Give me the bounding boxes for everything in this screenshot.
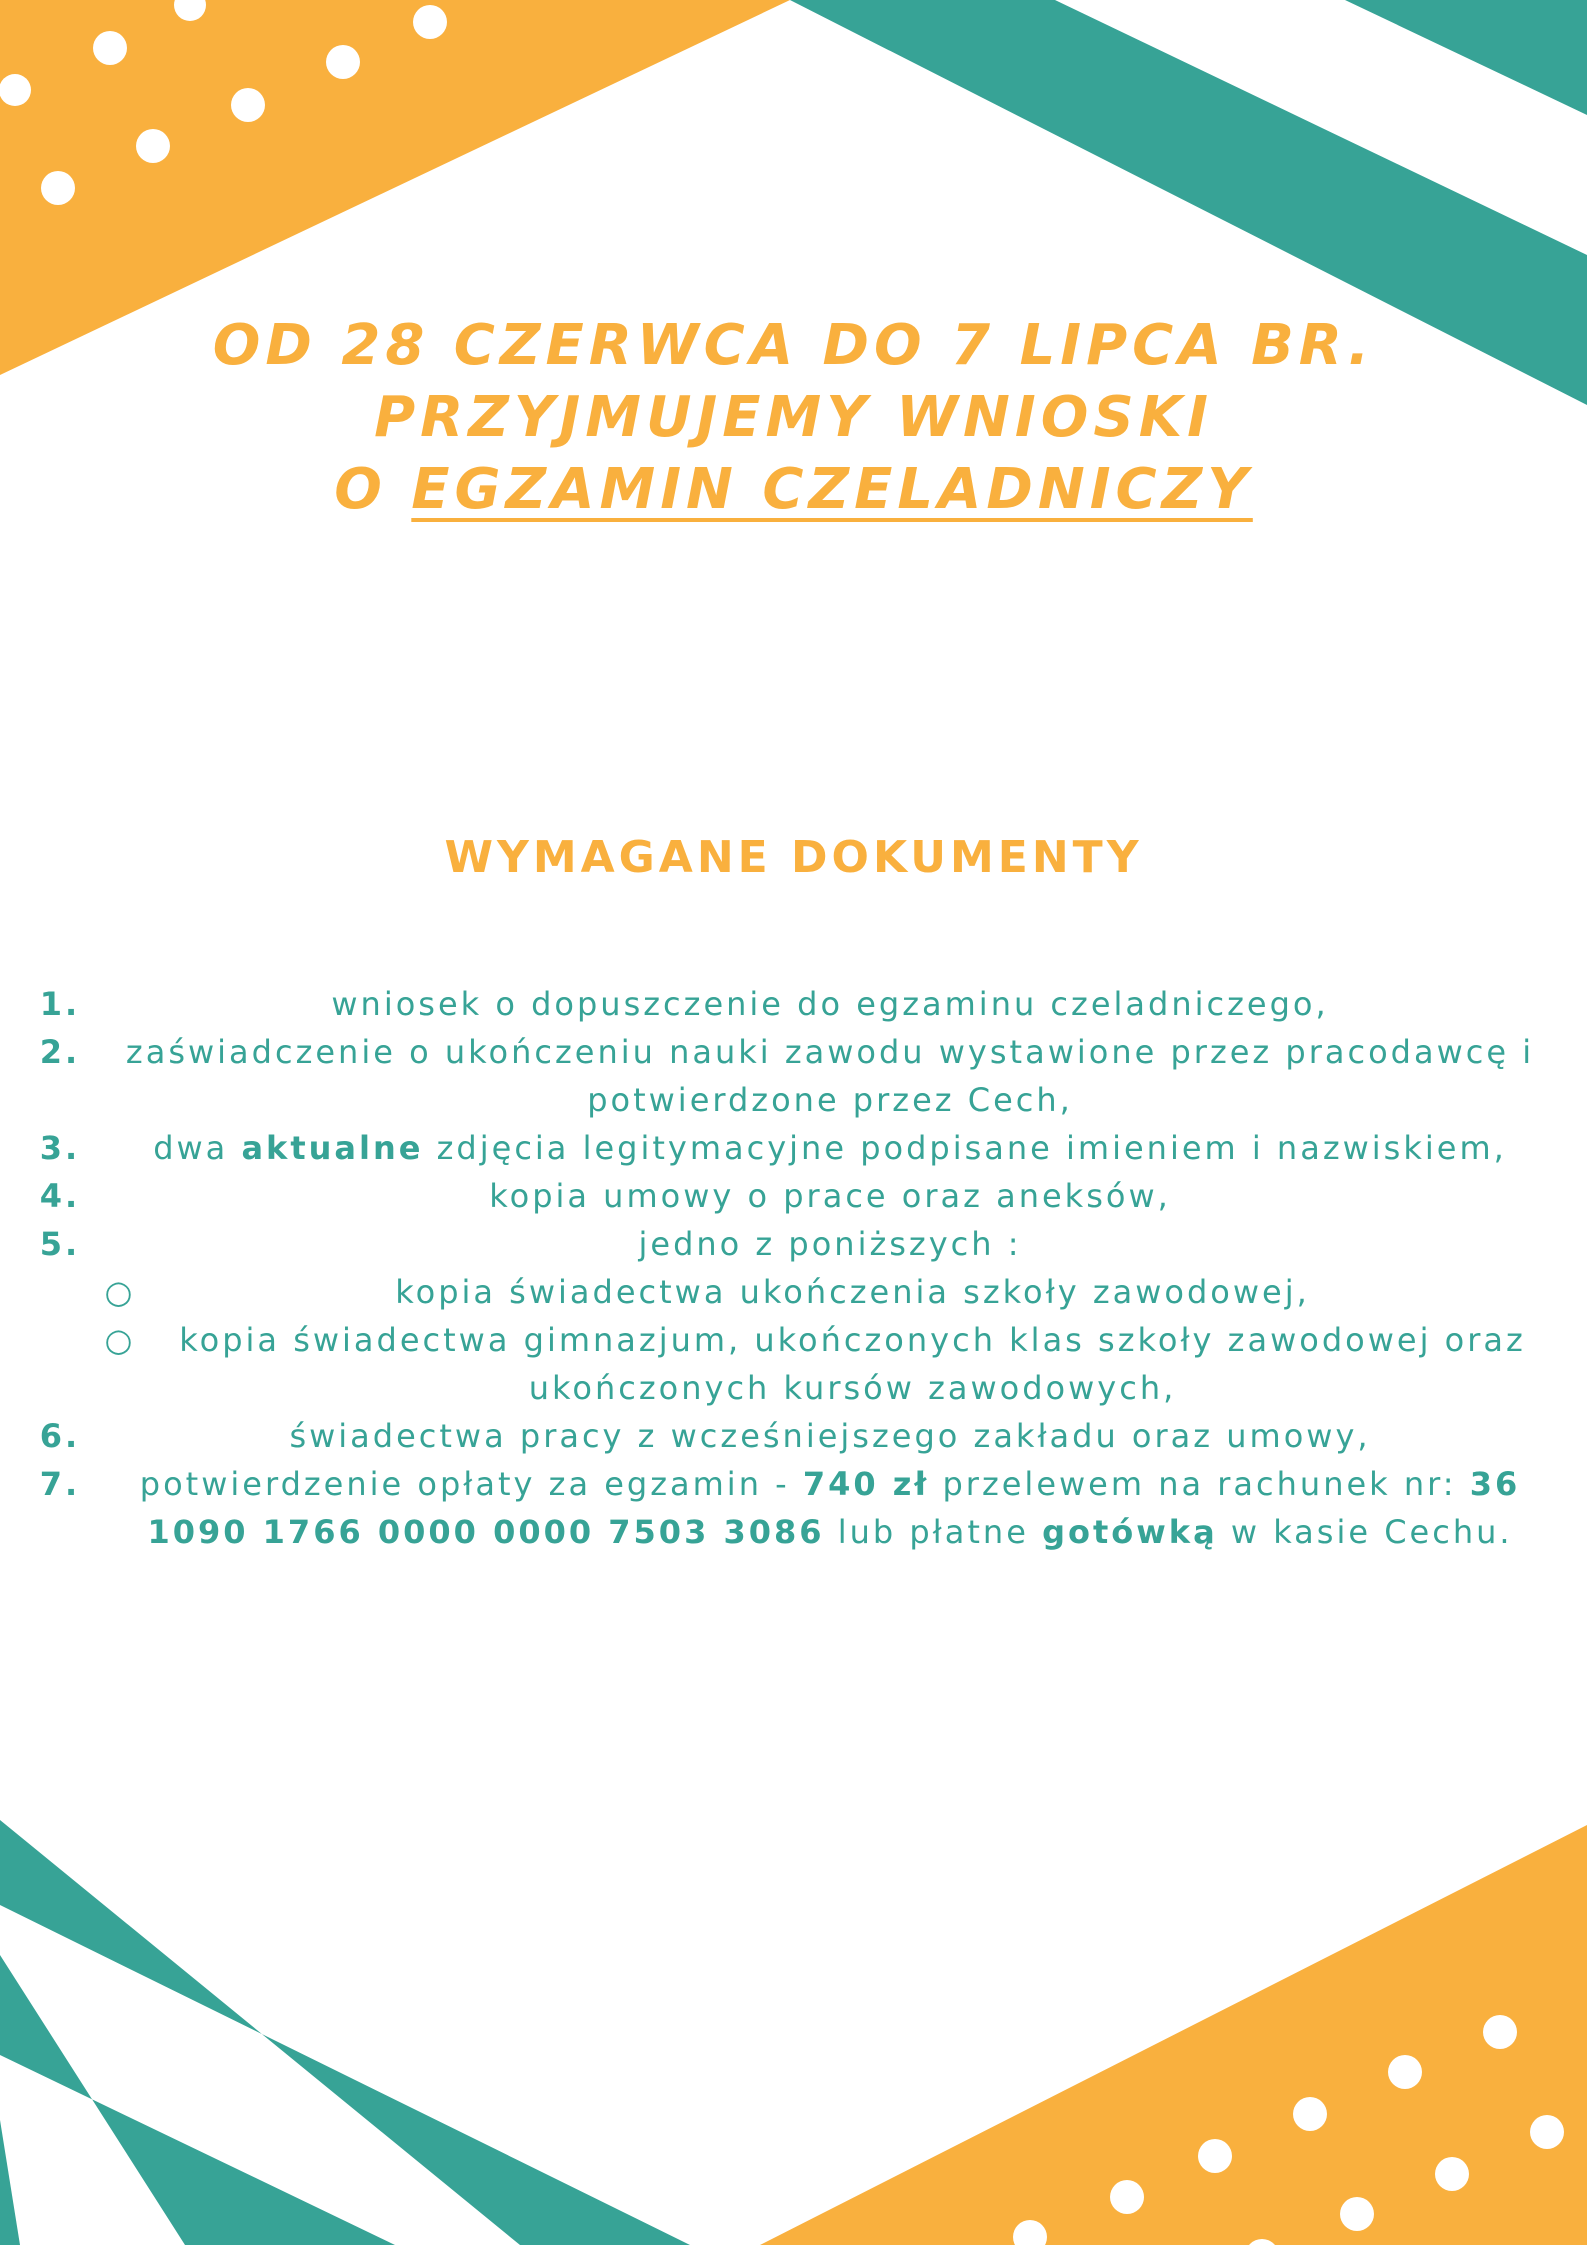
list-marker: 7. bbox=[39, 1465, 81, 1503]
text-part: dwa bbox=[153, 1129, 242, 1167]
text-part: w kasie Cechu. bbox=[1217, 1513, 1513, 1551]
list-item-text bbox=[100, 1460, 1560, 1556]
list-item-text: kopia umowy o prace oraz aneksów, bbox=[489, 1177, 1171, 1215]
list-item-text: kopia świadectwa ukończenia szkoły zawodowej, bbox=[395, 1273, 1310, 1311]
list-item bbox=[30, 1220, 1560, 1268]
list-item bbox=[30, 1124, 1560, 1172]
fee-amount: 740 zł bbox=[802, 1465, 930, 1503]
list-item-text: jedno z poniższych : bbox=[638, 1225, 1022, 1263]
list-marker: 4. bbox=[39, 1177, 81, 1215]
list-marker: 6. bbox=[39, 1417, 81, 1455]
bank-account-number: 36 1090 1766 0000 0000 7503 3086 bbox=[147, 1465, 1521, 1551]
list-item-text: świadectwa pracy z wcześniejszego zakładu oraz umowy, bbox=[289, 1417, 1371, 1455]
headline-line-3-prefix: O bbox=[334, 457, 412, 522]
list-marker: 3. bbox=[39, 1129, 81, 1167]
headline-line-2: PRZYJMUJEMY WNIOSKI bbox=[374, 385, 1213, 450]
list-item bbox=[30, 1460, 1560, 1556]
sub-list-item bbox=[30, 1268, 1560, 1316]
text-part: przelewem na rachunek nr: bbox=[929, 1465, 1470, 1503]
section-title: WYMAGANE DOKUMENTY bbox=[444, 832, 1143, 883]
list-item bbox=[30, 1172, 1560, 1220]
headline-exam-name: EGZAMIN CZELADNICZY bbox=[411, 457, 1253, 522]
sub-list-item bbox=[30, 1316, 1560, 1412]
list-item-text: wniosek o dopuszczenie do egzaminu czeladniczego, bbox=[331, 985, 1329, 1023]
text-part: lub płatne bbox=[824, 1513, 1043, 1551]
list-item bbox=[30, 980, 1560, 1028]
headline-line-3 bbox=[100, 454, 1487, 526]
list-marker: 5. bbox=[39, 1225, 81, 1263]
circle-bullet-icon: ○ bbox=[104, 1273, 136, 1311]
list-item-text: zaświadczenie o ukończeniu nauki zawodu wystawione przez pracodawcę i potwierdzone przez Cech, bbox=[125, 1033, 1535, 1119]
text-part: potwierdzenie opłaty za egzamin - bbox=[139, 1465, 803, 1503]
list-item-text bbox=[100, 1124, 1560, 1172]
required-documents-list bbox=[30, 980, 1560, 1556]
circle-bullet-icon: ○ bbox=[104, 1321, 136, 1359]
text-part: zdjęcia legitymacyjne podpisane imieniem i nazwiskiem, bbox=[423, 1129, 1507, 1167]
emphasis-current: aktualne bbox=[241, 1129, 424, 1167]
cash-payment: gotówką bbox=[1042, 1513, 1218, 1551]
list-item-text: kopia świadectwa gimnazjum, ukończonych klas szkoły zawodowej oraz ukończonych kursów zawodowych, bbox=[179, 1321, 1526, 1407]
headline bbox=[100, 310, 1487, 526]
list-marker: 1. bbox=[39, 985, 81, 1023]
list-item bbox=[30, 1412, 1560, 1460]
list-item bbox=[30, 1028, 1560, 1124]
list-marker: 2. bbox=[39, 1033, 81, 1071]
headline-line-1: OD 28 CZERWCA DO 7 LIPCA BR. bbox=[212, 313, 1375, 378]
